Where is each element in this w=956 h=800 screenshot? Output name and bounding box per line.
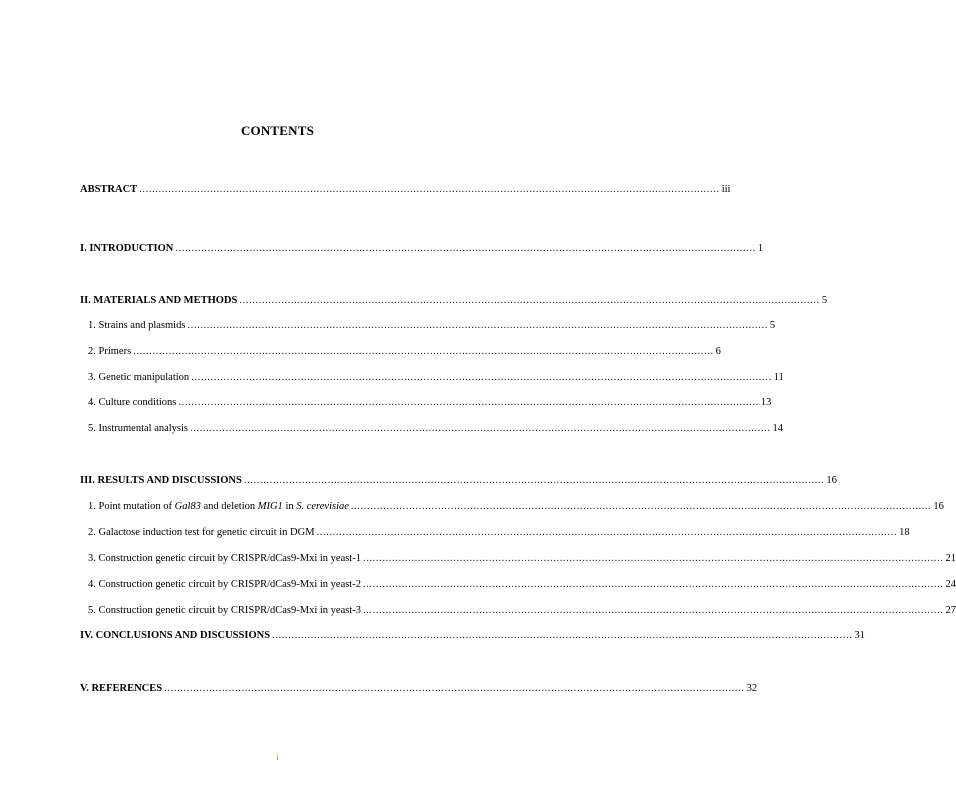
toc-title-part: 1. Point mutation of [88,501,175,512]
dot-leader: .................................................................................................................................................................................... [175,243,756,254]
toc-title-part: and deletion [200,501,258,512]
toc-title: 2. Primers [88,346,132,357]
toc-title: 5. Construction genetic circuit by CRISPR/dCas9-Mxi in yeast-3 [88,605,361,616]
toc-page-number: 14 [772,423,784,434]
dot-leader: .................................................................................................................................................................................... [362,553,944,564]
toc-title: ABSTRACT [80,184,138,195]
toc-entry-construction-yeast-1[interactable] [88,553,956,567]
toc-title: IV. CONCLUSIONS AND DISCUSSIONS [80,630,271,641]
toc-entry-genetic-manipulation[interactable] [88,372,784,386]
page-title: CONTENTS [240,123,315,138]
toc-entry-references[interactable] [80,683,758,697]
toc-title: 3. Genetic manipulation [88,372,190,383]
toc-entry-instrumental-analysis[interactable] [88,423,784,437]
toc-page-number: 31 [854,630,866,641]
dot-leader: .................................................................................................................................................................................... [139,184,720,195]
toc-page-number: 5 [821,295,828,306]
toc-entry-construction-yeast-2[interactable] [88,579,956,593]
toc-title: I. INTRODUCTION [80,243,174,254]
toc-title: 4. Culture conditions [88,397,177,408]
species-name: S. cerevisiae [296,501,349,512]
toc-entry-construction-yeast-3[interactable] [88,605,956,619]
toc-page-number: 18 [899,527,910,538]
dot-leader: .................................................................................................................................................................................... [178,397,759,408]
dot-leader: .................................................................................................................................................................................... [362,579,944,590]
gene-name-gal83: Gal83 [174,501,201,512]
toc-entry-point-mutation[interactable] [88,501,944,515]
toc-page-number: 16 [933,501,944,512]
toc-title [88,501,349,512]
page-number-footer: i [276,752,279,762]
dot-leader: .................................................................................................................................................................................... [164,683,745,694]
toc-title: 1. Strains and plasmids [88,320,186,331]
toc-page-number: 11 [773,372,784,383]
toc-title-part: in [282,501,297,512]
gene-name-mig1: MIG1 [257,501,283,512]
toc-title: 2. Galactose induction test for genetic circuit in DGM [88,527,315,538]
toc-title: 4. Construction genetic circuit by CRISPR/dCas9-Mxi in yeast-2 [88,579,361,590]
toc-entry-results-and-discussions[interactable] [80,475,837,489]
toc-entry-culture-conditions[interactable] [88,397,772,411]
toc-entry-introduction[interactable] [80,243,764,257]
toc-entry-primers[interactable] [88,346,721,360]
toc-page-number: 24 [945,579,956,590]
toc-title: 3. Construction genetic circuit by CRISPR/dCas9-Mxi in yeast-1 [88,553,361,564]
toc-entry-conclusions[interactable] [80,630,866,644]
dot-leader: .................................................................................................................................................................................... [133,346,714,357]
dot-leader: .................................................................................................................................................................................... [272,630,853,641]
toc-title: II. MATERIALS AND METHODS [80,295,238,306]
toc-page-number: 13 [760,397,772,408]
toc-page-number: iii [721,184,731,195]
dot-leader: .................................................................................................................................................................................... [350,501,932,512]
toc-entry-abstract[interactable] [80,184,731,198]
toc-page-number: 5 [769,320,776,331]
toc-title: III. RESULTS AND DISCUSSIONS [80,475,242,486]
dot-leader: .................................................................................................................................................................................... [316,527,898,538]
dot-leader: .................................................................................................................................................................................... [362,605,944,616]
toc-entry-galactose-induction[interactable] [88,527,910,541]
toc-page-number: 32 [746,683,758,694]
toc-title: 5. Instrumental analysis [88,423,189,434]
toc-page-number: 16 [826,475,837,486]
toc-page-number: 1 [757,243,764,254]
toc-entry-strains-and-plasmids[interactable] [88,320,776,334]
toc-page-number: 27 [945,605,956,616]
dot-leader: .................................................................................................................................................................................... [187,320,768,331]
dot-leader: .................................................................................................................................................................................... [239,295,820,306]
toc-title: V. REFERENCES [80,683,163,694]
dot-leader: .................................................................................................................................................................................... [190,423,771,434]
toc-entry-materials-and-methods[interactable] [80,295,828,309]
toc-page-number: 21 [945,553,956,564]
dot-leader: .................................................................................................................................................................................... [191,372,772,383]
toc-page-number: 6 [715,346,721,357]
dot-leader: .................................................................................................................................................................................... [243,475,825,486]
